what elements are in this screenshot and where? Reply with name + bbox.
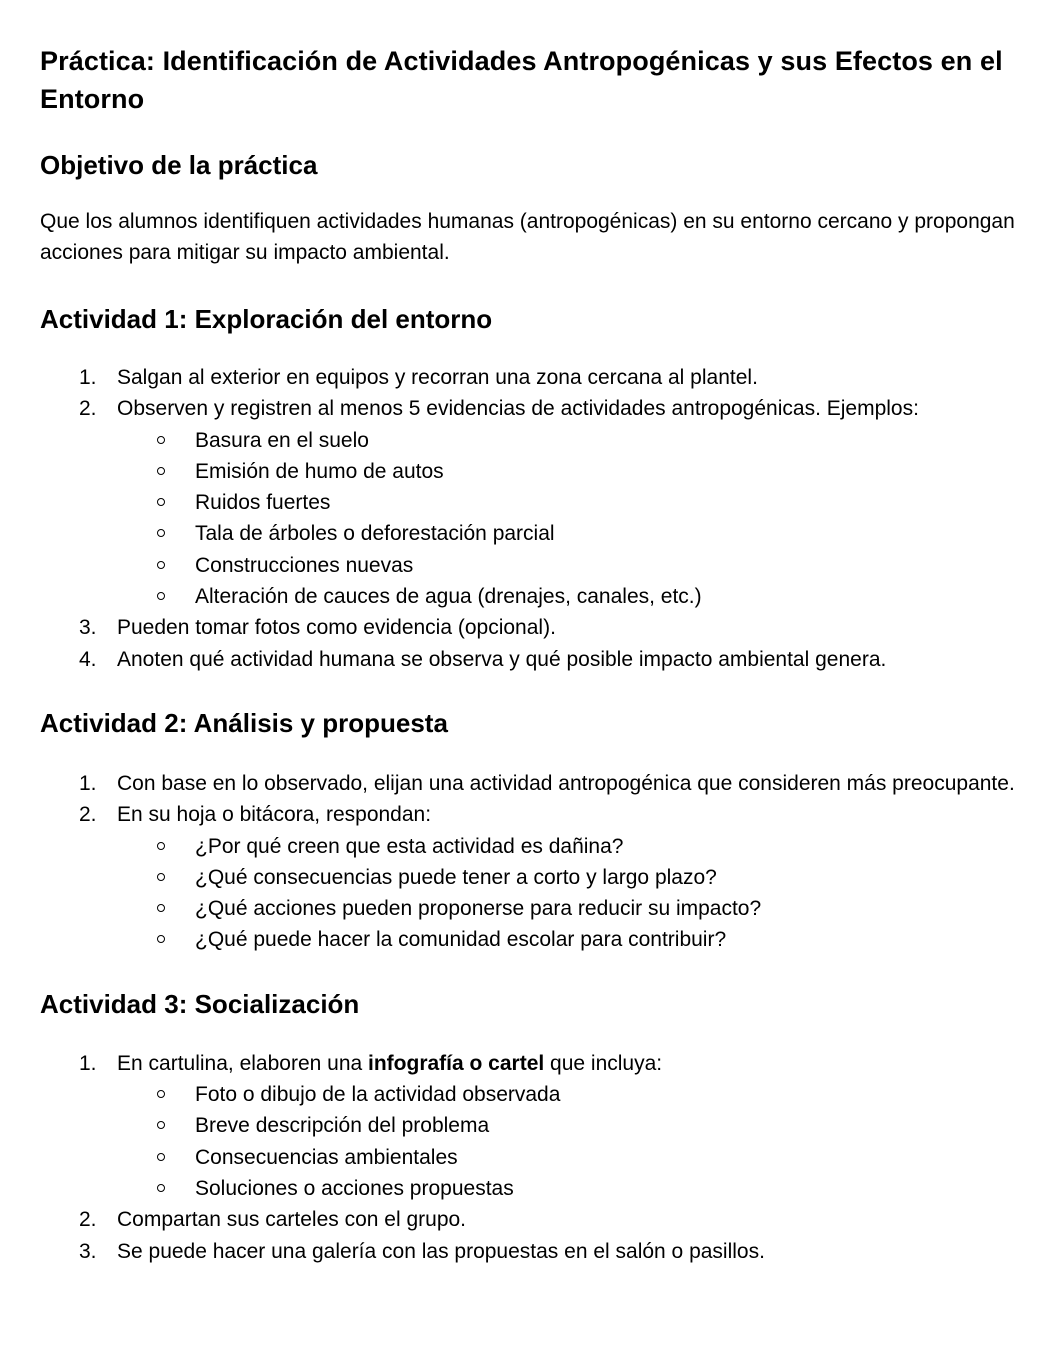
activity1-list: [40, 362, 1015, 675]
sub-item-text: Alteración de cauces de agua (drenajes, canales, etc.): [195, 585, 702, 609]
item-text: Anoten qué actividad humana se observa y qué posible impacto ambiental genera.: [117, 647, 887, 671]
sub-list-item: [117, 893, 1015, 924]
document: [40, 42, 1015, 1267]
hollow-bullet-icon: [157, 935, 165, 943]
list-item: [40, 1204, 1015, 1235]
sub-list-item: [117, 518, 1015, 549]
item-text: En su hoja o bitácora, respondan:: [117, 803, 432, 827]
sub-list-item: [117, 1079, 1015, 1110]
hollow-bullet-icon: [157, 1121, 165, 1129]
sub-item-text: Construcciones nuevas: [195, 553, 414, 577]
list-item: [40, 768, 1015, 799]
sub-item-text: ¿Qué acciones pueden proponerse para reducir su impacto?: [195, 897, 762, 921]
item-number: 2.: [79, 397, 97, 421]
sub-list-container: [40, 425, 1015, 613]
item-text: Observen y registren al menos 5 evidencias de actividades antropogénicas. Ejemplos:: [117, 397, 919, 421]
objective-text: Que los alumnos identifiquen actividades humanas (antropogénicas) en su entorno cercano y propongan acciones para mitigar su impacto ambiental.: [40, 210, 1015, 264]
sub-item-text: Emisión de humo de autos: [195, 459, 444, 483]
hollow-bullet-icon: [157, 498, 165, 506]
sub-item-text: Breve descripción del problema: [195, 1114, 490, 1138]
item-number: 2.: [79, 1208, 97, 1232]
activity2-heading: Actividad 2: Análisis y propuesta: [40, 707, 448, 738]
item-number: 1.: [79, 366, 97, 389]
item-number: 3.: [79, 616, 97, 640]
activity2-list: [40, 768, 1015, 956]
sub-item-text: Tala de árboles o deforestación parcial: [195, 522, 555, 546]
sub-item-text: ¿Por qué creen que esta actividad es dañina?: [195, 834, 624, 858]
sub-item-text: Soluciones o acciones propuestas: [195, 1176, 514, 1200]
activity3-list: [40, 1048, 1015, 1267]
sub-item-text: Basura en el suelo: [195, 428, 369, 452]
examples-list: [117, 425, 1015, 613]
sub-list-container: [40, 831, 1015, 956]
sub-item-text: Ruidos fuertes: [195, 491, 331, 515]
item-number: 1.: [79, 771, 97, 795]
list-item: [40, 1236, 1015, 1267]
hollow-bullet-icon: [157, 842, 165, 850]
sub-list-item: [117, 550, 1015, 581]
item-text: Se puede hacer una galería con las propuestas en el salón o pasillos.: [117, 1239, 765, 1263]
objective-heading: Objetivo de la práctica: [40, 150, 318, 180]
item-number: 3.: [79, 1239, 97, 1263]
sub-list-item: [117, 1142, 1015, 1173]
activity3-heading: Actividad 3: Socialización: [40, 988, 360, 1019]
sub-list-item: [117, 1110, 1015, 1141]
list-item: [40, 1048, 1015, 1079]
list-item: [40, 612, 1015, 643]
item-text: Salgan al exterior en equipos y recorran una zona cercana al plantel.: [117, 366, 758, 389]
list-item: [40, 393, 1015, 424]
hollow-bullet-icon: [157, 592, 165, 600]
item-text: Con base en lo observado, elijan una actividad antropogénica que consideren más preocupante.: [117, 771, 1015, 795]
poster-contents-list: [117, 1079, 1015, 1204]
sub-item-text: Consecuencias ambientales: [195, 1145, 458, 1169]
list-item: [40, 799, 1015, 830]
list-item: [40, 644, 1015, 675]
hollow-bullet-icon: [157, 561, 165, 569]
item-number: 2.: [79, 803, 97, 827]
hollow-bullet-icon: [157, 873, 165, 881]
activity1-heading: Actividad 1: Exploración del entorno: [40, 304, 493, 334]
sub-list-item: [117, 425, 1015, 456]
hollow-bullet-icon: [157, 436, 165, 444]
sub-list-container: [40, 1079, 1015, 1204]
sub-item-text: Foto o dibujo de la actividad observada: [195, 1083, 561, 1107]
sub-list-item: [117, 924, 1015, 955]
sub-list-item: [117, 456, 1015, 487]
sub-list-item: [117, 831, 1015, 862]
item-number: 1.: [79, 1051, 97, 1075]
item-text-before: En cartulina, elaboren una: [117, 1051, 369, 1075]
item-text: Compartan sus carteles con el grupo.: [117, 1208, 467, 1232]
item-text-bold: infografía o cartel: [368, 1051, 545, 1075]
sub-item-text: ¿Qué puede hacer la comunidad escolar para contribuir?: [195, 928, 727, 952]
hollow-bullet-icon: [157, 904, 165, 912]
sub-list-item: [117, 1173, 1015, 1204]
list-item: [40, 362, 1015, 393]
item-number: 4.: [79, 647, 97, 671]
item-text-after: que incluya:: [544, 1051, 663, 1075]
hollow-bullet-icon: [157, 467, 165, 475]
page-title: Práctica: Identificación de Actividades Antropogénicas y sus Efectos en el Entorno: [40, 46, 1003, 114]
hollow-bullet-icon: [157, 1184, 165, 1192]
hollow-bullet-icon: [157, 1090, 165, 1098]
item-text: Pueden tomar fotos como evidencia (opcional).: [117, 616, 556, 640]
sub-list-item: [117, 862, 1015, 893]
sub-list-item: [117, 581, 1015, 612]
questions-list: [117, 831, 1015, 956]
hollow-bullet-icon: [157, 529, 165, 537]
hollow-bullet-icon: [157, 1153, 165, 1161]
sub-item-text: ¿Qué consecuencias puede tener a corto y largo plazo?: [195, 865, 717, 889]
sub-list-item: [117, 487, 1015, 518]
